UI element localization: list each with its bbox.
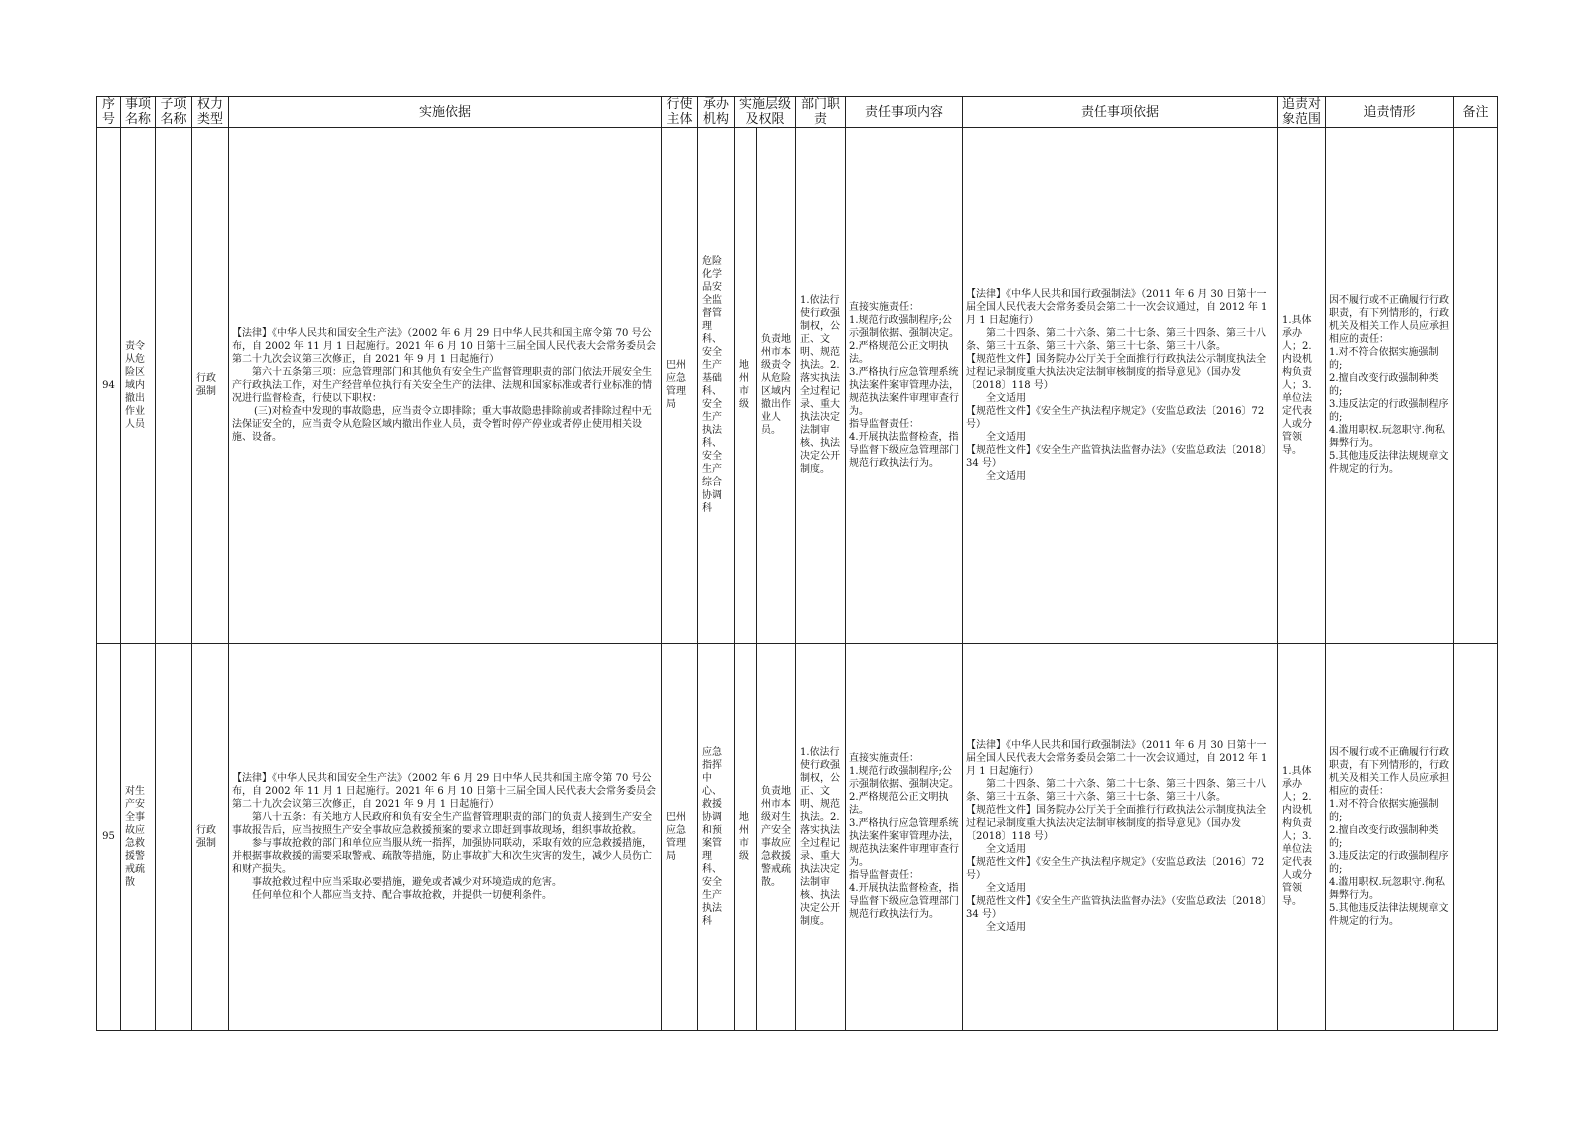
row-subject: 巴州应急管理局 (662, 643, 698, 1030)
header-agency: 承办机构 (698, 97, 735, 128)
row-basis: 【法律】《中华人民共和国安全生产法》（2002 年 6 月 29 日中华人民共和国主席令第 70 号公布，自 2002 年 11 月 1 日起施行。2021 年 6 月 10 日第十三届全国人民代表大会常务委员会第二十九次会议第三次修正，自 2021 年 9 月 1 日起施行） 第六十五条第三项：应急管理部门和其他负有安全生产监督管理职责的部门依法开展安全生产行政执法工作，对生产经营单位执行有关安全生产的法律、法规和国家标准或者行业标准的情况进行监督检查，行使以下职权： (三)对检查中发现的事故隐患，应当责令立即排除；重大事故隐患排除前或者排除过程中无法保证安全的，应当责令从危险区域内撤出作业人员，责令暂时停产停业或者停止使用相关设施、设备。 (229, 128, 662, 644)
row-scope: 1.具体承办人；2.内设机构负责人；3.单位法定代表人或分管领导。 (1278, 128, 1326, 644)
row-authority: 负责地州市本级对生产安全事故应急救援警戒疏散。 (757, 643, 796, 1030)
row-duty: 1.依法行使行政强制权，公正、文明、规范执法。2.落实执法全过程记录、重大执法决定法制审核、执法决定公开制度。 (796, 643, 846, 1030)
row-basis: 【法律】《中华人民共和国安全生产法》（2002 年 6 月 29 日中华人民共和国主席令第 70 号公布，自 2002 年 11 月 1 日起施行。2021 年 6 月 10 日第十三届全国人民代表大会常务委员会第二十九次会议第三次修正，自 2021 年 9 月 1 日起施行） 第八十五条：有关地方人民政府和负有安全生产监督管理职责的部门的负责人接到生产安全事故报告后，应当按照生产安全事故应急救援预案的要求立即赶到事故现场，组织事故抢救。 参与事故抢救的部门和单位应当服从统一指挥，加强协同联动，采取有效的应急救援措施，并根据事故救援的需要采取警戒、疏散等措施，防止事故扩大和次生灾害的发生，减少人员伤亡和财产损失。 事故抢救过程中应当采取必要措施，避免或者减少对环境造成的危害。 任何单位和个人都应当支持、配合事故抢救，并提供一切便利条件。 (229, 643, 662, 1030)
row-note (1454, 128, 1498, 644)
row-seq: 95 (97, 643, 121, 1030)
header-row (97, 97, 1498, 128)
header-subject: 行使主体 (662, 97, 698, 128)
row-power-type: 行政强制 (192, 643, 229, 1030)
table-row (97, 128, 1498, 644)
row-resp-basis: 【法律】《中华人民共和国行政强制法》（2011 年 6 月 30 日第十一届全国人民代表大会常务委员会第二十一次会议通过，自 2012 年 1 月 1 日起施行） 第二十四条、第二十六条、第二十七条、第三十四条、第三十八条、第三十五条、第三十六条、第三十七条、第三十八条。 【规范性文件】国务院办公厅关于全面推行行政执法公示制度执法全过程记录制度重大执法决定法制审核制度的指导意见》（国办发〔2018〕118 号） 全文适用 【规范性文件】《安全生产执法程序规定》（安监总政法〔2016〕72 号） 全文适用 【规范性文件】《安全生产监管执法监督办法》（安监总政法〔2018〕34 号） 全文适用 (963, 128, 1278, 644)
row-sub-name (156, 643, 192, 1030)
row-content: 直接实施责任： 1.规范行政强制程序;公示强制依据、强制决定。 2.严格规范公正文明执法。 3.严格执行应急管理系统执法案件案审管理办法，规范执法案件审理审查行为。 指导监督责任： 4.开展执法监督检查，指导监督下级应急管理部门规范行政执法行为。 (846, 128, 963, 644)
row-sub-name (156, 128, 192, 644)
header-cases: 追责情形 (1326, 97, 1454, 128)
header-basis: 实施依据 (229, 97, 662, 128)
header-seq: 序号 (97, 97, 121, 128)
row-agency: 应急指挥中心、救援协调和预案管理科、安全生产执法科 (698, 643, 735, 1030)
row-item-name: 责令从危险区域内撤出作业人员 (121, 128, 156, 644)
row-note (1454, 643, 1498, 1030)
header-resp-basis: 责任事项依据 (963, 97, 1278, 128)
header-item-name: 事项名称 (121, 97, 156, 128)
header-sub-name: 子项名称 (156, 97, 192, 128)
row-subject: 巴州应急管理局 (662, 128, 698, 644)
header-power-type: 权力类型 (192, 97, 229, 128)
row-authority: 负责地州市本级责令从危险区域内撤出作业人员。 (757, 128, 796, 644)
row-content: 直接实施责任： 1.规范行政强制程序;公示强制依据、强制决定。 2.严格规范公正文明执法。 3.严格执行应急管理系统执法案件案审管理办法，规范执法案件审理审查行为。 指导监督责任： 4.开展执法监督检查，指导监督下级应急管理部门规范行政执法行为。 (846, 643, 963, 1030)
header-content: 责任事项内容 (846, 97, 963, 128)
row-duty: 1.依法行使行政强制权，公正、文明、规范执法。2.落实执法全过程记录、重大执法决定法制审核、执法决定公开制度。 (796, 128, 846, 644)
header-level: 实施层级及权限 (735, 97, 796, 128)
table-row (97, 643, 1498, 1030)
header-scope: 追责对象范围 (1278, 97, 1326, 128)
row-cases: 因不履行或不正确履行行政职责，有下列情形的，行政机关及相关工作人员应承担相应的责任： 1.对不符合依据实施强制的; 2.擅自改变行政强制种类的; 3.违反法定的行政强制程序的; 4.滥用职权.玩忽职守.徇私舞弊行为。 5.其他违反法律法规规章文件规定的行为。 (1326, 128, 1454, 644)
row-seq: 94 (97, 128, 121, 644)
header-duty: 部门职责 (796, 97, 846, 128)
row-scope: 1.具体承办人；2.内设机构负责人；3.单位法定代表人或分管领导。 (1278, 643, 1326, 1030)
row-level: 地州市级 (735, 643, 757, 1030)
row-cases: 因不履行或不正确履行行政职责，有下列情形的，行政机关及相关工作人员应承担相应的责任： 1.对不符合依据实施强制的; 2.擅自改变行政强制种类的; 3.违反法定的行政强制程序的; 4.滥用职权.玩忽职守.徇私舞弊行为。 5.其他违反法律法规规章文件规定的行为。 (1326, 643, 1454, 1030)
row-resp-basis: 【法律】《中华人民共和国行政强制法》（2011 年 6 月 30 日第十一届全国人民代表大会常务委员会第二十一次会议通过，自 2012 年 1 月 1 日起施行） 第二十四条、第二十六条、第二十七条、第三十四条、第三十八条、第三十五条、第三十六条、第三十七条、第三十八条。 【规范性文件】国务院办公厅关于全面推行行政执法公示制度执法全过程记录制度重大执法决定法制审核制度的指导意见》（国办发〔2018〕118 号） 全文适用 【规范性文件】《安全生产执法程序规定》（安监总政法〔2016〕72 号） 全文适用 【规范性文件】《安全生产监管执法监督办法》（安监总政法〔2018〕34 号） 全文适用 (963, 643, 1278, 1030)
power-list-table (96, 96, 1498, 1031)
row-power-type: 行政强制 (192, 128, 229, 644)
row-level: 地州市级 (735, 128, 757, 644)
row-item-name: 对生产安全事故应急救援警戒疏散 (121, 643, 156, 1030)
row-agency: 危险化学品安全监督管理科、安全生产基础科、安全生产执法科、安全生产综合协调科 (698, 128, 735, 644)
header-note: 备注 (1454, 97, 1498, 128)
